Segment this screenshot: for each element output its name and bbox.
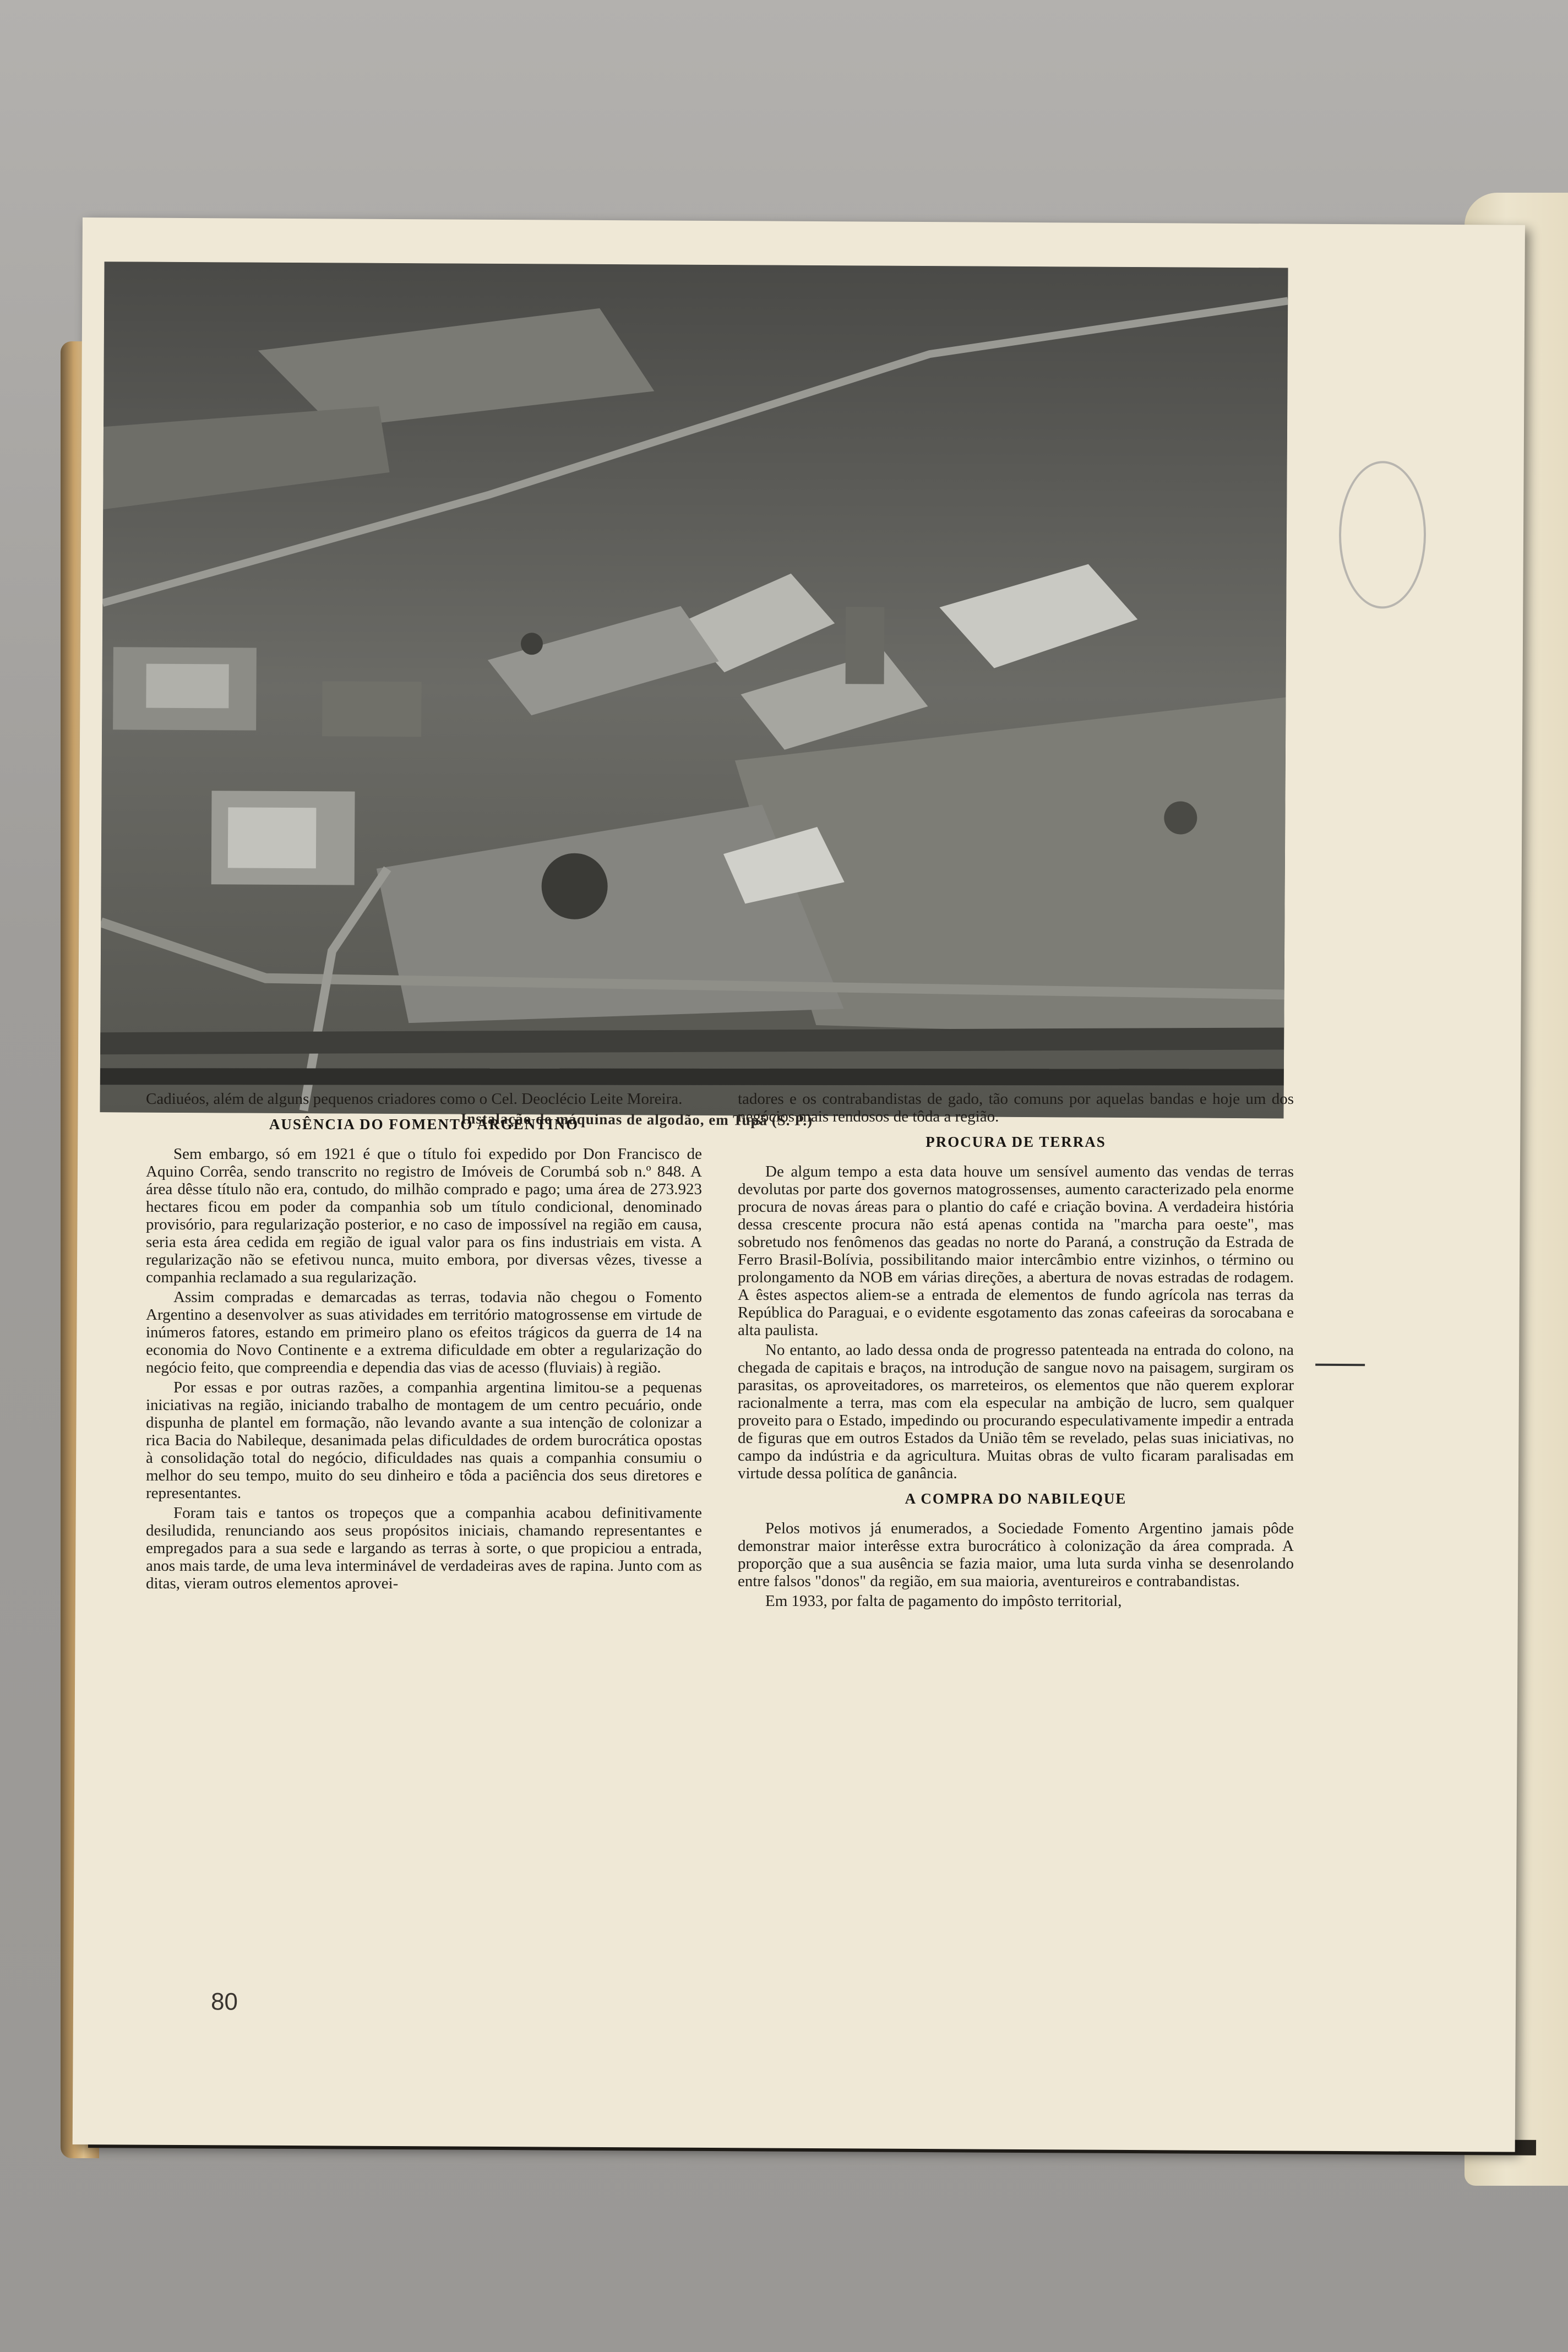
paragraph: De algum tempo a esta data houve um sensível aumento das vendas de terras devolutas por parte dos governos matogrossenses, aumento caracterizado pela enorme procura de novas áreas para o plantio do café e criação bovina. A verdadeira história dessa crescente procura não está apenas contida na "marcha para oeste", mas sobretudo nos fenômenos das geadas no norte do Paraná, a construção da Estrada de Ferro Brasil-Bolívia, possibilitando maior intercâmbio entre vizinhos, o término ou prolongamento da NOB em várias direções, a abertura de novas estradas de rodagem. A êstes aspectos aliem-se a entrada de elementos de fundo agrícola nas terras da República do Paraguai, e o evidente esgotamento das zonas cafeeiras da sorocabana e alta paulista.	[738, 1163, 1294, 1339]
aerial-photograph	[100, 262, 1288, 1118]
paragraph: Assim compradas e demarcadas as terras, todavia não chegou o Fomento Argentino a desenvolver as suas atividades em território matogrossense em virtude de inúmeros fatores, estando em primeiro plano os efeitos trágicos da guerra de 14 na economia do Novo Continente e a extrema dificuldade em obter a regularização do negócio feito, que compreendia e dependia das vias de acesso (fluviais) à região.	[146, 1288, 702, 1376]
aerial-photo-illustration	[100, 262, 1288, 1118]
paragraph: Sem embargo, só em 1921 é que o título foi expedido por Don Francisco de Aquino Corrêa, sendo transcrito no registro de Imóveis de Corumbá sob n.º 848. A área dêsse título não era, contudo, do milhão comprado e pago; uma área de 273.923 hectares ficou em poder da companhia sob um título condicional, denominado provisório, para regularização posterior, e no caso de impossível na região em causa, seria esta área cedida em região de igual valor para os fins industriais em vista. A regularização não se efetivou nunca, muito embora, por diversas vêzes, tivesse a companhia reclamado a sua regularização.	[146, 1145, 702, 1286]
section-heading: A COMPRA DO NABILEQUE	[905, 1490, 1127, 1507]
section-heading: PROCURA DE TERRAS	[925, 1134, 1106, 1150]
paragraph: tadores e os contrabandistas de gado, tão comuns por aquelas bandas e hoje um dos negócios mais rendosos de tôda a região.	[738, 1090, 1294, 1125]
paragraph: No entanto, ao lado dessa onda de progresso patenteada na entrada do colono, na chegada de capitais e braços, na introdução de sangue novo na paisagem, surgiram os parasitas, os aproveitadores, os marreteiros, os elementos que não querem explorar racionalmente a terra, mas com ela especular na ambição de lucro, sem qualquer proveito para o Estado, impedindo ou procurando especulativamente impedir a entrada de figuras que em outros Estados da União têm se revelado, pelas suas iniciativas, no campo da indústria e da agricultura. Muitas obras de vulto ficaram paralisadas em virtude dessa política de ganância.	[738, 1341, 1294, 1482]
library-stamp	[1338, 461, 1426, 609]
text-column-left	[146, 1090, 702, 1594]
paragraph: Cadiuéos, além de alguns pequenos criadores como o Cel. Deoclécio Leite Moreira.	[146, 1090, 683, 1108]
decorative-rule	[1315, 1364, 1365, 1366]
paragraph: Por essas e por outras razões, a companhia argentina limitou-se a pequenas iniciativas na região, iniciando trabalho de montagem de um centro pecuário, onde dispunha de plantel em formação, não levando avante a sua intenção de colonizar a rica Bacia do Nabileque, desanimada pelas dificuldades de ordem burocrática opostas à consolidação total do negócio, dificuldades nas quais a companhia consumiu o melhor do seu tempo, muito do seu dinheiro e tôda a paciência dos seus diretores e representantes.	[146, 1379, 702, 1502]
paragraph: Em 1933, por falta de pagamento do impôsto territorial,	[765, 1592, 1122, 1610]
photo-caption: Instalação de máquinas de algodão, em Tupã (S. P.)	[460, 1110, 813, 1129]
text-column-right	[738, 1090, 1294, 1612]
paragraph: Foram tais e tantos os tropeços que a companhia acabou definitivamente desiludida, renunciando aos seus propósitos iniciais, chamando representantes e empregados para a sua sede e largando as terras à sorte, o que propiciou a entrada, anos mais tarde, de uma leva interminável de verdadeiras aves de rapina. Junto com as ditas, vieram outros elementos aprovei-	[146, 1504, 702, 1592]
section-heading: AUSÊNCIA DO FOMENTO ARGENTINO	[269, 1116, 579, 1133]
paragraph: Pelos motivos já enumerados, a Sociedade Fomento Argentino jamais pôde demonstrar maior interêsse extra burocrático à colonização da área comprada. A proporção que a sua ausência se fazia maior, uma luta surda vinha se desenrolando entre falsos "donos" da região, em sua maioria, aventureiros e contrabandistas.	[738, 1520, 1294, 1590]
page-number: 80	[210, 1988, 238, 2016]
